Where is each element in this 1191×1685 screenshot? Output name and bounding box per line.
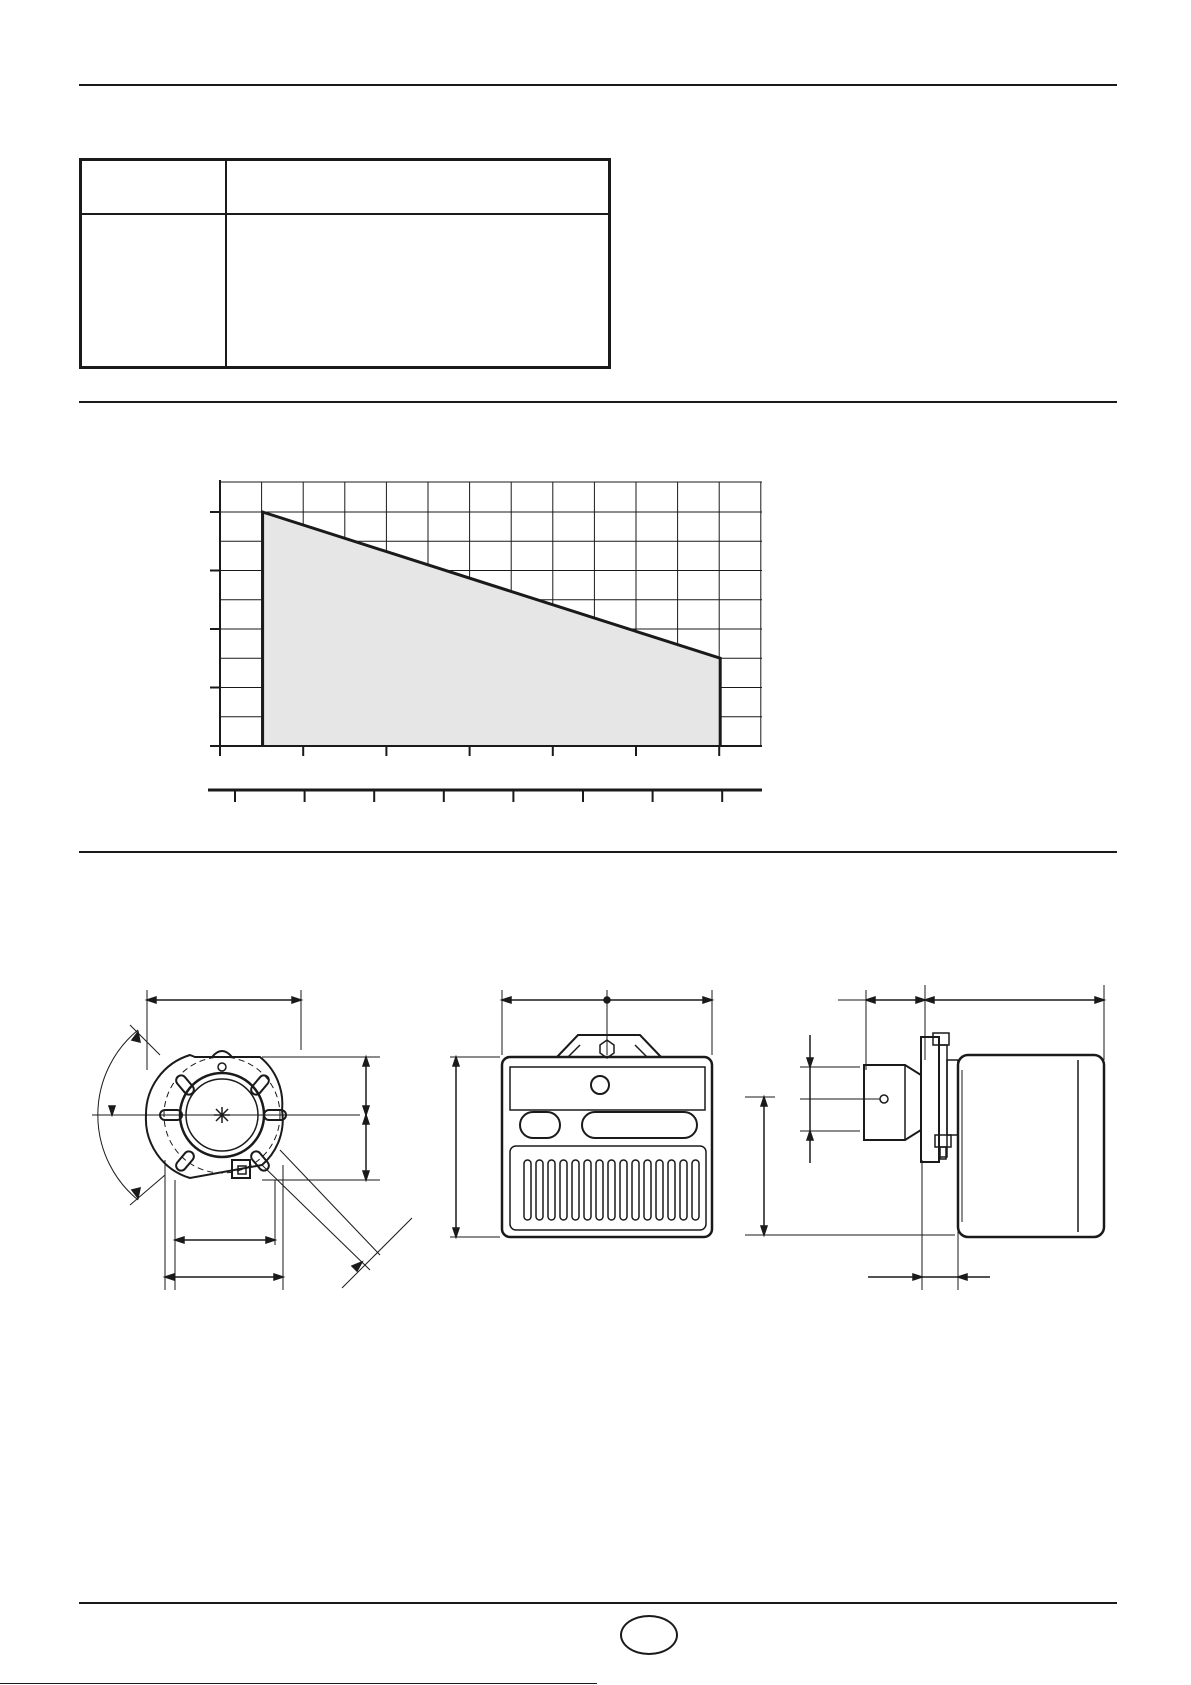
vent-slot — [548, 1160, 555, 1220]
vent-slot — [584, 1160, 591, 1220]
vent-slot — [656, 1160, 663, 1220]
vent-slot — [608, 1160, 615, 1220]
vent-slot — [644, 1160, 651, 1220]
vent-slot — [560, 1160, 567, 1220]
section-rule-dimensions — [79, 851, 1117, 853]
vent-slot — [524, 1160, 531, 1220]
vent-slot — [680, 1160, 687, 1220]
page-badge — [620, 1615, 678, 1655]
footer-rule — [79, 1602, 1117, 1604]
firing-rate-chart — [0, 0, 1191, 840]
burner-side-view — [745, 985, 1104, 1290]
vent-slot — [572, 1160, 579, 1220]
vent-slot — [596, 1160, 603, 1220]
vent-slot — [632, 1160, 639, 1220]
vent-slot — [536, 1160, 543, 1220]
bottom-edge-line — [0, 1683, 597, 1684]
vent-slot — [620, 1160, 627, 1220]
vent-slot — [668, 1160, 675, 1220]
flange-front-view — [92, 990, 412, 1290]
vent-slot — [692, 1160, 699, 1220]
burner-top-view — [450, 990, 712, 1237]
